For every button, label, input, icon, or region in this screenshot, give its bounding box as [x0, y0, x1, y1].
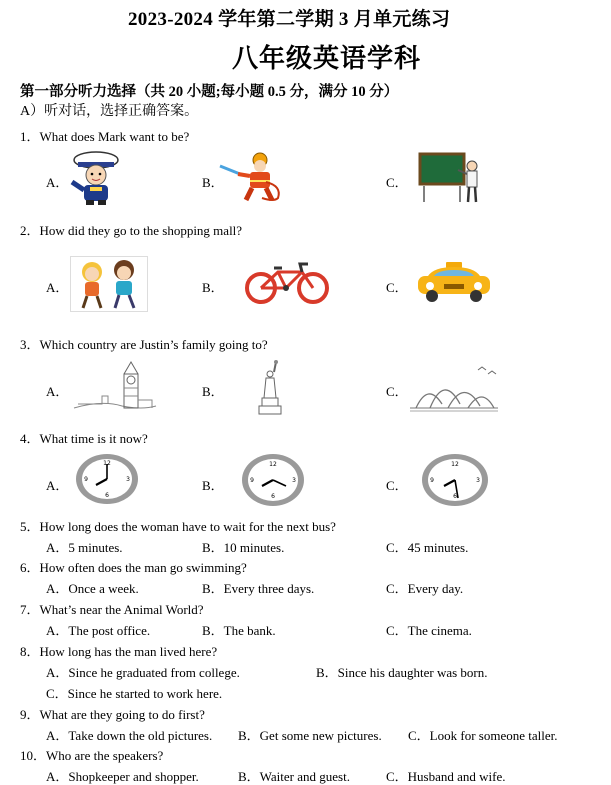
taxi-icon [414, 262, 494, 304]
q3-option-b[interactable]: B． [202, 384, 224, 399]
q9-option-a[interactable]: A．Take down the old pictures. [46, 728, 213, 743]
q8-option-a[interactable]: A．Since he graduated from college. [46, 665, 240, 680]
clock-icon [420, 452, 490, 508]
q6-option-a[interactable]: A．Once a week. [46, 581, 139, 596]
q10-option-b[interactable]: B．Waiter and guest. [238, 769, 350, 784]
svg-text:9: 9 [250, 477, 254, 484]
question-5: 5．How long does the woman have to wait for the next bus? [20, 519, 336, 534]
question-3: 3．Which country are Justin’s family going to? [20, 337, 268, 352]
svg-text:3: 3 [126, 476, 130, 483]
q1-option-a[interactable]: A． [46, 175, 69, 190]
q9-option-c[interactable]: C．Look for someone taller. [408, 728, 558, 743]
q6-option-b[interactable]: B．Every three days. [202, 581, 315, 596]
question-4: 4．What time is it now? [20, 431, 148, 446]
question-7: 7．What’s near the Animal World? [20, 602, 204, 617]
q7-option-c[interactable]: C．The cinema. [386, 623, 472, 638]
q6-option-c[interactable]: C．Every day. [386, 581, 464, 596]
q1-option-b[interactable]: B． [202, 175, 224, 190]
svg-text:6: 6 [453, 493, 457, 500]
q10-option-c[interactable]: C．Husband and wife. [386, 769, 506, 784]
q5-option-a[interactable]: A．5 minutes. [46, 540, 123, 555]
statue-of-liberty-icon [256, 360, 288, 416]
q3-option-c[interactable]: C． [386, 384, 408, 399]
firefighter-icon [216, 152, 286, 204]
svg-text:12: 12 [103, 460, 111, 467]
svg-text:12: 12 [451, 461, 459, 468]
question-6: 6．How often does the man go swimming? [20, 560, 247, 575]
q2-option-b[interactable]: B． [202, 280, 224, 295]
q4-option-b[interactable]: B． [202, 478, 224, 493]
q4-option-a[interactable]: A． [46, 478, 69, 493]
question-8: 8．How long has the man lived here? [20, 644, 218, 659]
q5-option-c[interactable]: C．45 minutes. [386, 540, 469, 555]
q2-option-c[interactable]: C． [386, 280, 408, 295]
subject-title: 八年级英语学科 [232, 44, 422, 73]
clock-icon [74, 452, 140, 506]
question-10: 10．Who are the speakers? [20, 748, 164, 763]
teacher-icon [418, 150, 488, 206]
svg-text:6: 6 [271, 493, 275, 500]
big-ben-icon [72, 360, 158, 414]
sydney-opera-house-icon [408, 364, 500, 414]
section-heading: 第一部分听力选择（共 20 小题;每小题 0.5 分，满分 10 分） [20, 84, 399, 100]
clock-icon [240, 452, 306, 508]
q5-option-b[interactable]: B．10 minutes. [202, 540, 285, 555]
q8-option-b[interactable]: B．Since his daughter was born. [316, 665, 488, 680]
svg-text:12: 12 [269, 461, 277, 468]
q7-option-a[interactable]: A．The post office. [46, 623, 151, 638]
q3-option-a[interactable]: A． [46, 384, 69, 399]
exam-title: 2023-2024 学年第二学期 3 月单元练习 [128, 9, 451, 30]
q9-option-b[interactable]: B．Get some new pictures. [238, 728, 382, 743]
q8-option-c[interactable]: C．Since he started to work here. [46, 686, 223, 701]
question-1: 1．What does Mark want to be? [20, 129, 190, 144]
walking-children-icon [70, 256, 148, 312]
svg-text:3: 3 [476, 477, 480, 484]
q10-option-a[interactable]: A．Shopkeeper and shopper. [46, 769, 199, 784]
subsection-heading: A）听对话，选择正确答案。 [20, 104, 199, 119]
q2-option-a[interactable]: A． [46, 280, 69, 295]
q7-option-b[interactable]: B．The bank. [202, 623, 276, 638]
bicycle-icon [244, 260, 330, 306]
svg-text:6: 6 [105, 492, 109, 499]
q1-option-c[interactable]: C． [386, 175, 408, 190]
question-9: 9．What are they going to do first? [20, 707, 205, 722]
police-officer-icon [66, 150, 128, 206]
q4-option-c[interactable]: C． [386, 478, 408, 493]
svg-text:3: 3 [292, 477, 296, 484]
question-2: 2．How did they go to the shopping mall? [20, 223, 243, 238]
svg-text:9: 9 [84, 476, 88, 483]
svg-text:9: 9 [430, 477, 434, 484]
